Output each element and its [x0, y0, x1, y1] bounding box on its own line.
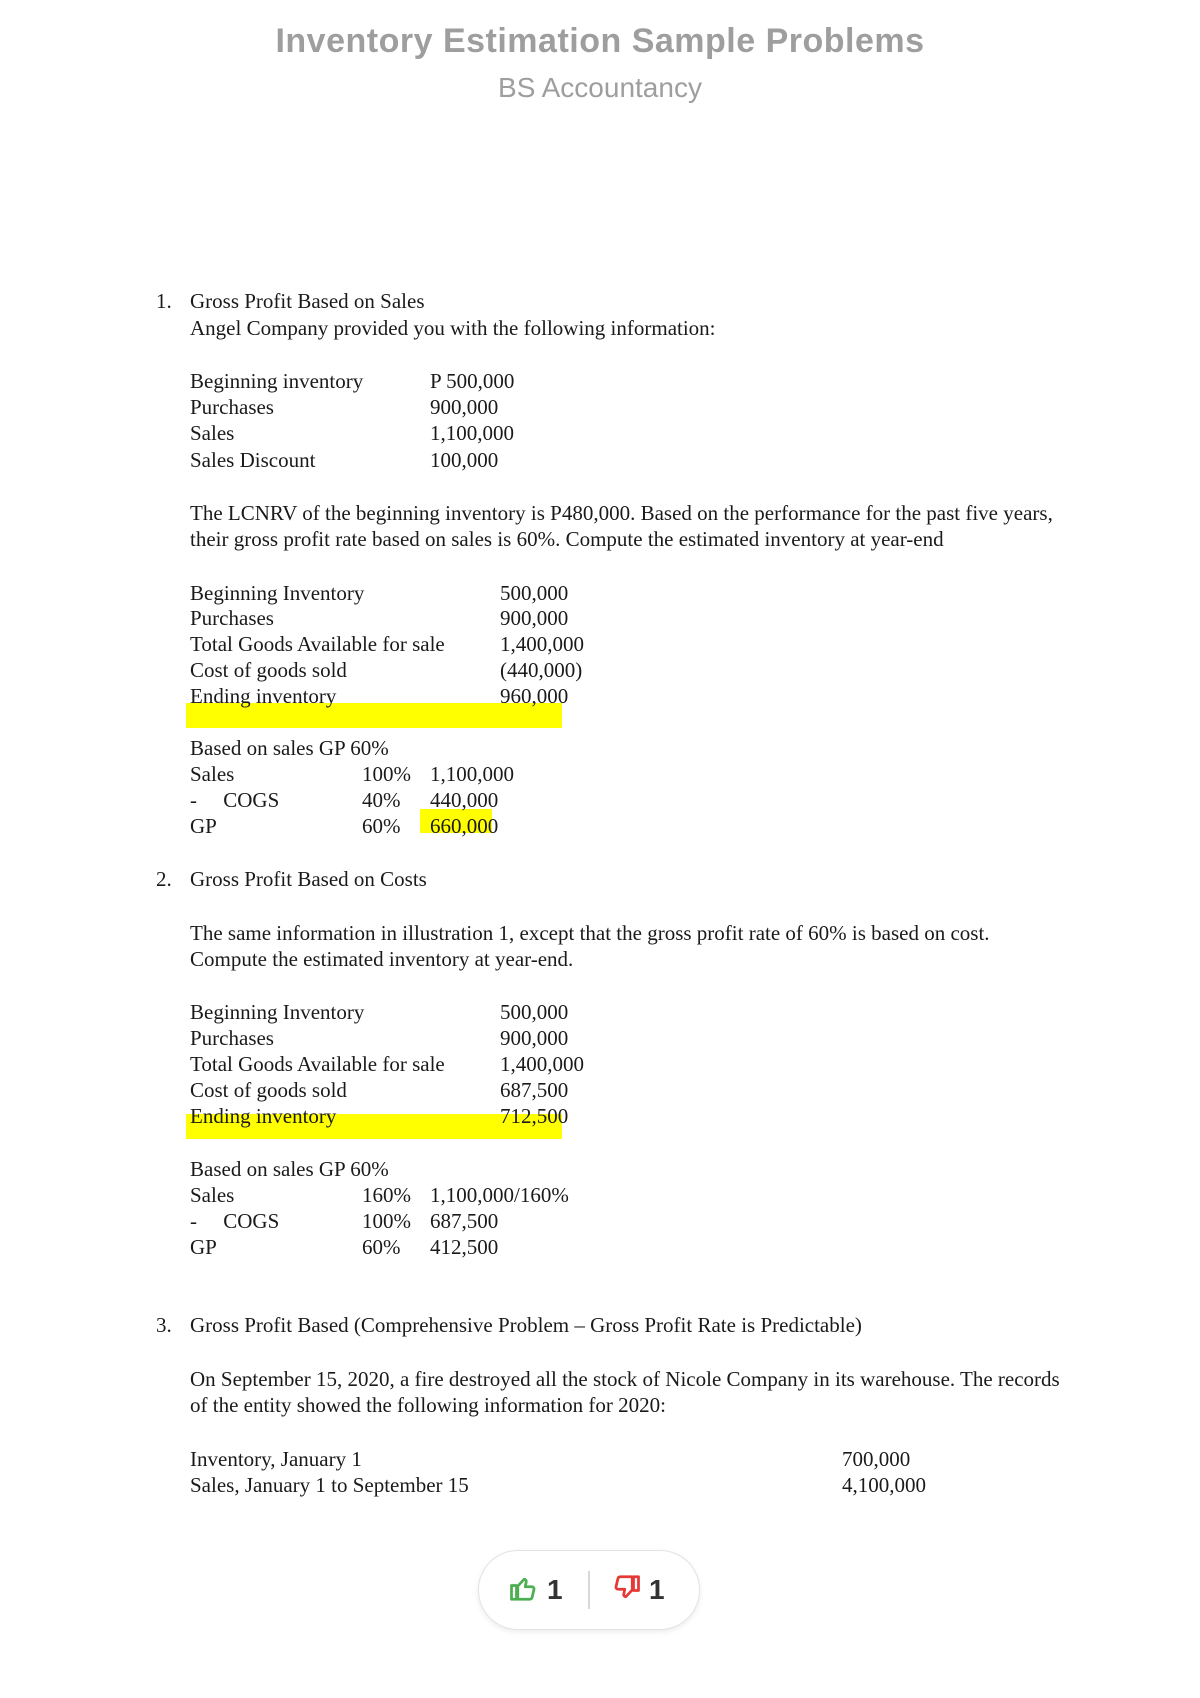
- gp-pct: 160%: [362, 1183, 411, 1207]
- given-value: 100,000: [430, 448, 499, 472]
- problem-text: their gross profit rate based on sales is 60%. Compute the estimated inventory at year-end: [190, 527, 944, 551]
- gp-label: - COGS: [190, 788, 280, 812]
- problem-text: On September 15, 2020, a fire destroyed all the stock of Nicole Company in its warehouse. The records: [190, 1367, 1060, 1391]
- solution-label: Total Goods Available for sale: [190, 632, 445, 656]
- data-value: 700,000: [842, 1447, 911, 1471]
- gp-value: 687,500: [430, 1209, 499, 1233]
- thumbs-down-icon: [611, 1573, 641, 1608]
- gp-label: GP: [190, 1235, 217, 1259]
- gp-label: Sales: [190, 1183, 235, 1207]
- given-label: Beginning inventory: [190, 369, 364, 393]
- solution-label: Beginning Inventory: [190, 581, 365, 605]
- gp-value: 412,500: [430, 1235, 499, 1259]
- solution-value: 1,400,000: [500, 632, 584, 656]
- problem-intro: Angel Company provided you with the following information:: [190, 316, 716, 340]
- gp-heading: Based on sales GP 60%: [190, 736, 389, 760]
- gp-value: 1,100,000: [430, 762, 514, 786]
- gp-heading: Based on sales GP 60%: [190, 1157, 389, 1181]
- data-value: 4,100,000: [842, 1473, 926, 1497]
- solution-value: 960,000: [500, 684, 569, 708]
- problem-number: 3.: [156, 1313, 172, 1337]
- solution-value: 900,000: [500, 1026, 569, 1050]
- vote-widget: [478, 1550, 700, 1630]
- solution-label: Purchases: [190, 1026, 274, 1050]
- given-value: 900,000: [430, 395, 499, 419]
- upvote-button[interactable]: [509, 1551, 563, 1629]
- thumbs-up-icon: [509, 1573, 539, 1608]
- solution-value: 500,000: [500, 1000, 569, 1024]
- gp-label: GP: [190, 814, 217, 838]
- gp-pct: 100%: [362, 1209, 411, 1233]
- problem-text: of the entity showed the following information for 2020:: [190, 1393, 666, 1417]
- gp-label: - COGS: [190, 1209, 280, 1233]
- vote-divider: [588, 1571, 590, 1609]
- gp-value: 660,000: [430, 814, 499, 838]
- gp-value: 440,000: [430, 788, 499, 812]
- solution-label: Beginning Inventory: [190, 1000, 365, 1024]
- solution-value: (440,000): [500, 658, 583, 682]
- solution-label: Ending inventory: [190, 1104, 337, 1128]
- problem-text: The same information in illustration 1, except that the gross profit rate of 60% is based on cost.: [190, 921, 990, 945]
- problem-number: 1.: [156, 289, 172, 313]
- upvote-count: 1: [547, 1574, 563, 1605]
- document-subtitle: BS Accountancy: [498, 72, 702, 103]
- solution-label: Cost of goods sold: [190, 1078, 347, 1102]
- document-title: Inventory Estimation Sample Problems: [275, 22, 925, 60]
- downvote-count: 1: [649, 1574, 665, 1605]
- problem-number: 2.: [156, 867, 172, 891]
- problem-heading: Gross Profit Based (Comprehensive Problem – Gross Profit Rate is Predictable): [190, 1313, 862, 1337]
- problem-text: The LCNRV of the beginning inventory is P480,000. Based on the performance for the past five years,: [190, 501, 1053, 525]
- data-label: Inventory, January 1: [190, 1447, 362, 1471]
- gp-pct: 100%: [362, 762, 411, 786]
- solution-label: Purchases: [190, 606, 274, 630]
- given-value: P 500,000: [430, 369, 515, 393]
- given-label: Sales: [190, 421, 235, 445]
- given-value: 1,100,000: [430, 421, 514, 445]
- gp-pct: 60%: [362, 814, 401, 838]
- gp-pct: 40%: [362, 788, 401, 812]
- solution-label: Cost of goods sold: [190, 658, 347, 682]
- gp-pct: 60%: [362, 1235, 401, 1259]
- given-label: Sales Discount: [190, 448, 316, 472]
- problem-heading: Gross Profit Based on Costs: [190, 867, 427, 891]
- gp-value: 1,100,000/160%: [430, 1183, 569, 1207]
- solution-value: 500,000: [500, 581, 569, 605]
- solution-label: Total Goods Available for sale: [190, 1052, 445, 1076]
- solution-value: 900,000: [500, 606, 569, 630]
- gp-label: Sales: [190, 762, 235, 786]
- data-label: Sales, January 1 to September 15: [190, 1473, 469, 1497]
- solution-value: 687,500: [500, 1078, 569, 1102]
- solution-value: 1,400,000: [500, 1052, 584, 1076]
- given-label: Purchases: [190, 395, 274, 419]
- problem-heading: Gross Profit Based on Sales: [190, 289, 425, 313]
- solution-label: Ending inventory: [190, 684, 337, 708]
- downvote-button[interactable]: [611, 1551, 665, 1629]
- solution-value: 712,500: [500, 1104, 569, 1128]
- problem-text: Compute the estimated inventory at year-end.: [190, 947, 574, 971]
